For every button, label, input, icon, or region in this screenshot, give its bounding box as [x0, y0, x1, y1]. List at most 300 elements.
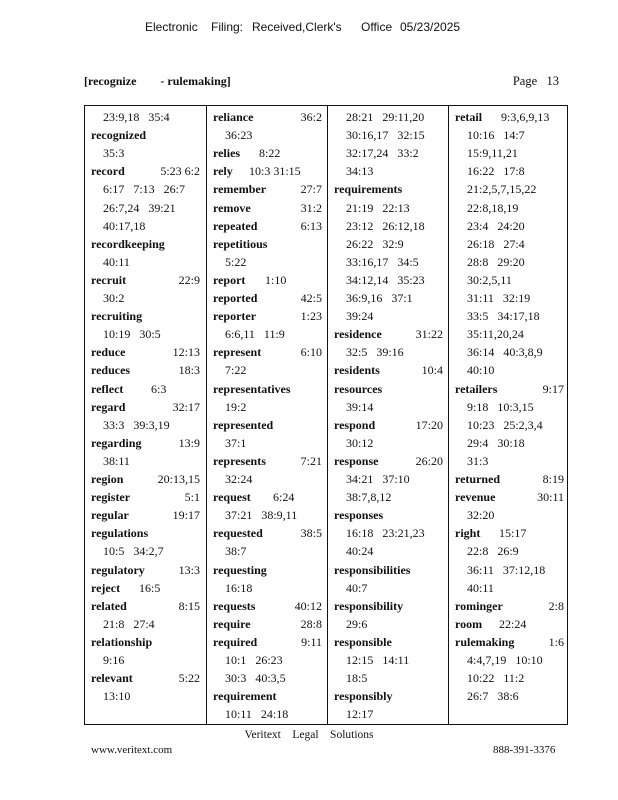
page-references: 20:13,15 — [157, 472, 200, 486]
page-references: 22:8,18,19 — [467, 200, 519, 215]
index-entry — [334, 633, 443, 651]
index-header — [84, 74, 561, 92]
index-entry — [213, 235, 322, 253]
index-entry — [334, 325, 443, 343]
page-references: 30:11 — [537, 490, 564, 505]
page-references: 10:11 24:18 — [225, 707, 289, 722]
index-word: rulemaking — [455, 634, 515, 649]
index-entry-pages — [103, 144, 200, 162]
page-references: 16:18 23:21,23 — [346, 526, 425, 541]
index-word: reported — [213, 291, 258, 305]
index-column-4 — [448, 106, 570, 724]
index-entry — [213, 343, 322, 361]
index-range: [recognize - rulemaking] — [84, 74, 231, 88]
index-entry — [91, 669, 200, 687]
page-references: 6:24 — [273, 490, 295, 505]
index-word: resources — [334, 381, 383, 396]
page-references: 36:9,16 37:1 — [346, 291, 413, 305]
page-references: 26:22 32:9 — [346, 236, 404, 251]
index-word: requesting — [213, 562, 267, 577]
index-entry-pages — [225, 126, 322, 144]
index-entry — [213, 180, 322, 198]
index-word: responsibly — [334, 689, 393, 704]
index-word: residence — [334, 327, 382, 342]
index-entry — [334, 416, 443, 434]
page-references: 33:5 34:17,18 — [467, 309, 540, 324]
index-entry-pages — [467, 325, 564, 343]
index-entry-pages — [346, 579, 443, 597]
page-references: 9:18 10:3,15 — [467, 399, 534, 414]
index-entry-pages — [346, 126, 443, 144]
index-entry-pages — [346, 199, 443, 217]
page-references: 16:5 — [139, 580, 161, 595]
index-entry — [91, 398, 200, 416]
page-references: 1:10 — [265, 272, 287, 287]
index-entry — [91, 271, 200, 289]
index-entry-pages — [225, 651, 322, 669]
index-word: room — [455, 616, 483, 631]
page-references: 38:5 — [300, 526, 322, 541]
index-entry-pages — [467, 144, 564, 162]
index-entry — [213, 289, 322, 307]
index-entry — [91, 361, 200, 379]
page-references: 5:22 — [178, 671, 200, 686]
index-entry-pages — [103, 416, 200, 434]
index-entry-pages — [346, 434, 443, 452]
index-entry-pages — [346, 217, 443, 235]
page-references: 40:11 — [467, 580, 494, 595]
index-entry — [91, 561, 200, 579]
page-references: 40:10 — [467, 363, 495, 378]
index-entry — [334, 687, 443, 705]
index-word: reduces — [91, 363, 131, 378]
page-references: 9:16 — [103, 653, 125, 667]
index-word: reject — [91, 580, 121, 595]
index-entry — [213, 488, 322, 506]
index-word: responsible — [334, 634, 392, 649]
index-word: represent — [213, 345, 262, 360]
index-entry — [334, 380, 443, 398]
index-word: region — [91, 472, 124, 486]
index-entry-pages — [103, 289, 200, 307]
index-entry-pages — [346, 271, 443, 289]
index-entry — [334, 361, 443, 379]
page-references: 32:24 — [225, 472, 253, 486]
index-entry-pages — [467, 452, 564, 470]
page-references: 39:14 — [346, 399, 374, 414]
index-entry-pages — [346, 524, 443, 542]
index-entry — [455, 380, 564, 398]
page-references: 21:2,5,7,15,22 — [467, 182, 537, 197]
index-word: rominger — [455, 598, 503, 613]
index-entry-pages — [467, 651, 564, 669]
page-references: 42:5 — [300, 291, 322, 305]
page-references: 38:11 — [103, 453, 130, 468]
index-entry — [455, 597, 564, 615]
page-references: 40:7 — [346, 580, 368, 595]
page-number: Page 13 — [512, 74, 559, 88]
page-references: 37:1 — [225, 435, 247, 450]
footer-company: Veritext Legal Solutions — [244, 729, 374, 741]
index-entry-pages — [346, 307, 443, 325]
index-word: request — [213, 490, 251, 505]
page-references: 22:24 — [499, 616, 527, 631]
page-references: 40:17,18 — [103, 218, 146, 233]
index-entry — [91, 235, 200, 253]
index-word: responses — [334, 508, 384, 523]
index-entry-pages — [467, 126, 564, 144]
index-entry-pages — [467, 361, 564, 379]
index-entry-pages — [467, 271, 564, 289]
page-references: 30:2,5,11 — [467, 272, 512, 287]
index-word: recognized — [91, 128, 147, 143]
page-references: 32:17,24 33:2 — [346, 146, 419, 161]
index-word: reliance — [213, 110, 254, 124]
index-word: remove — [213, 200, 251, 215]
index-entry-pages — [467, 307, 564, 325]
page-references: 6:6,11 11:9 — [225, 327, 285, 342]
index-entry-pages — [346, 470, 443, 488]
page-references: 6:17 7:13 26:7 — [103, 182, 186, 197]
filing-word-electronic: Electronic — [145, 20, 198, 34]
index-word: regulatory — [91, 562, 145, 577]
index-entry — [213, 380, 322, 398]
index-entry-pages — [467, 561, 564, 579]
index-entry — [213, 144, 322, 162]
index-entry — [213, 452, 322, 470]
index-word: returned — [455, 472, 501, 486]
page-references: 36:2 — [300, 110, 322, 124]
index-entry-pages — [225, 398, 322, 416]
page-references: 33:3 39:3,19 — [103, 417, 170, 432]
index-entry-pages — [103, 253, 200, 271]
index-entry — [334, 180, 443, 198]
index-entry — [213, 217, 322, 235]
page-references: 31:11 32:19 — [467, 291, 531, 305]
page-references: 26:7 38:6 — [467, 689, 519, 704]
index-entry — [91, 579, 200, 597]
page-references: 12:13 — [172, 345, 200, 360]
index-entry — [213, 199, 322, 217]
index-entry-pages — [103, 217, 200, 235]
page-references: 7:22 — [225, 363, 247, 378]
index-entry — [91, 380, 200, 398]
index-entry — [91, 470, 200, 488]
index-entry — [455, 524, 564, 542]
index-entry — [334, 561, 443, 579]
index-word: relationship — [91, 634, 153, 649]
page-references: 30:2 — [103, 291, 125, 305]
index-entry-pages — [225, 506, 322, 524]
footer-phone: 888-391-3376 — [493, 744, 556, 756]
index-entry — [213, 416, 322, 434]
index-entry-pages — [346, 253, 443, 271]
index-entry-pages — [346, 144, 443, 162]
page-references: 40:12 — [294, 598, 322, 613]
index-column-1 — [85, 106, 206, 724]
index-entry-pages — [467, 180, 564, 198]
page-references: 31:2 — [300, 200, 322, 215]
index-entry-pages — [467, 199, 564, 217]
index-word: regular — [91, 508, 129, 523]
index-entry-pages — [346, 289, 443, 307]
page-references: 40:24 — [346, 544, 374, 559]
page-references: 29:4 30:18 — [467, 435, 525, 450]
index-word: related — [91, 598, 127, 613]
index-word: requirements — [334, 182, 403, 197]
page-references: 32:5 39:16 — [346, 345, 404, 360]
page-references: 40:11 — [103, 254, 130, 269]
index-entry-pages — [103, 687, 200, 705]
filing-word-received: Received,Clerk's — [252, 20, 342, 34]
index-entry — [455, 488, 564, 506]
index-entry-pages — [346, 615, 443, 633]
page-references: 8:19 — [542, 472, 564, 486]
page-references: 35:3 — [103, 146, 125, 161]
index-word: retail — [455, 110, 483, 124]
page-references: 8:22 — [259, 146, 281, 161]
index-word: recruiting — [91, 309, 143, 324]
page-references: 18:3 — [178, 363, 200, 378]
page-references: 35:11,20,24 — [467, 327, 524, 342]
page-references: 38:7,8,12 — [346, 490, 392, 505]
index-entry-pages — [467, 253, 564, 271]
index-entry-pages — [467, 217, 564, 235]
index-entry-pages — [225, 325, 322, 343]
page-references: 21:8 27:4 — [103, 616, 155, 631]
index-word: require — [213, 616, 251, 631]
index-word: relies — [213, 146, 241, 161]
index-entry-pages — [225, 361, 322, 379]
page-references: 10:1 26:23 — [225, 653, 283, 667]
filing-word-filing: Filing: — [211, 20, 244, 34]
page-references: 36:14 40:3,8,9 — [467, 345, 543, 360]
index-word: requested — [213, 526, 263, 541]
index-entry-pages — [467, 343, 564, 361]
page-references: 16:22 17:8 — [467, 164, 525, 179]
index-word: repetitious — [213, 236, 268, 251]
page-references: 31:22 — [415, 327, 443, 342]
page-references: 36:11 37:12,18 — [467, 562, 546, 577]
index-entry-pages — [225, 705, 322, 723]
page-references: 13:10 — [103, 689, 131, 704]
index-word: regulations — [91, 526, 149, 541]
page-references: 1:23 — [300, 309, 322, 324]
page-references: 9:3,6,9,13 — [501, 110, 550, 124]
index-entry — [91, 434, 200, 452]
page-references: 26:20 — [415, 453, 443, 468]
index-entry — [455, 615, 564, 633]
page-references: 21:19 22:13 — [346, 200, 410, 215]
page-references: 5:22 — [225, 254, 247, 269]
index-entry — [213, 524, 322, 542]
index-entry-pages — [103, 651, 200, 669]
index-entry — [455, 633, 564, 651]
index-entry-pages — [103, 108, 200, 126]
index-entry — [334, 597, 443, 615]
index-column-2 — [206, 106, 328, 724]
page-references: 28:8 — [300, 616, 322, 631]
page-references: 22:9 — [178, 272, 200, 287]
index-entry-pages — [467, 542, 564, 560]
page-references: 34:13 — [346, 164, 374, 179]
index-word: respond — [334, 417, 376, 432]
index-entry — [91, 524, 200, 542]
index-entry-pages — [225, 253, 322, 271]
index-word: representatives — [213, 381, 291, 396]
index-word: reduce — [91, 345, 126, 360]
index-word: reflect — [91, 381, 124, 396]
page-references: 5:1 — [184, 490, 200, 505]
index-word: responsibilities — [334, 562, 411, 577]
index-entry-pages — [346, 651, 443, 669]
page-references: 30:12 — [346, 435, 374, 450]
index-word: relevant — [91, 671, 133, 686]
page-references: 9:11 — [301, 634, 322, 649]
index-word: represented — [213, 417, 274, 432]
page-references: 22:8 26:9 — [467, 544, 519, 559]
page-references: 30:16,17 32:15 — [346, 128, 425, 143]
index-word: recordkeeping — [91, 236, 165, 251]
page-references: 23:4 24:20 — [467, 218, 525, 233]
page-references: 38:7 — [225, 544, 247, 559]
index-entry — [213, 108, 322, 126]
index-entry — [455, 470, 564, 488]
index-word: represents — [213, 453, 266, 468]
index-entry — [213, 271, 322, 289]
index-entry-pages — [467, 162, 564, 180]
page-references: 32:20 — [467, 508, 495, 523]
page-references: 9:17 — [542, 381, 564, 396]
index-entry — [455, 108, 564, 126]
page-references: 15:17 — [499, 526, 527, 541]
page-references: 33:16,17 34:5 — [346, 254, 419, 269]
index-entry-pages — [225, 579, 322, 597]
page-references: 27:7 — [300, 182, 322, 197]
index-entry-pages — [103, 325, 200, 343]
page-references: 10:16 14:7 — [467, 128, 525, 143]
page-references: 5:23 6:2 — [160, 164, 200, 179]
page-references: 18:5 — [346, 671, 368, 686]
page-references: 32:17 — [172, 399, 200, 414]
index-entry-pages — [346, 398, 443, 416]
page-references: 6:10 — [300, 345, 322, 360]
index-entry — [213, 687, 322, 705]
page-references: 10:3 31:15 — [249, 164, 301, 179]
index-word: responsibility — [334, 598, 404, 613]
index-entry-pages — [103, 199, 200, 217]
index-entry-pages — [225, 434, 322, 452]
index-entry — [91, 126, 200, 144]
page-references: 29:6 — [346, 616, 368, 631]
page-references: 19:17 — [172, 508, 200, 523]
index-word: retailers — [455, 381, 498, 396]
page-references: 10:22 11:2 — [467, 671, 525, 686]
index-word: remember — [213, 182, 267, 197]
index-entry-pages — [346, 343, 443, 361]
index-entry-pages — [467, 398, 564, 416]
index-word: required — [213, 634, 258, 649]
page-references: 6:13 — [300, 218, 322, 233]
index-entry-pages — [467, 669, 564, 687]
page-references: 13:3 — [178, 562, 200, 577]
index-entry-pages — [225, 542, 322, 560]
index-word: report — [213, 272, 246, 287]
index-entry — [213, 561, 322, 579]
index-word: residents — [334, 363, 380, 378]
index-entry-pages — [103, 452, 200, 470]
page-references: 4:4,7,19 10:10 — [467, 653, 543, 667]
index-entry-pages — [467, 235, 564, 253]
page-references: 10:4 — [421, 363, 443, 378]
page-references: 30:3 40:3,5 — [225, 671, 286, 686]
page-references: 6:3 — [151, 381, 167, 396]
page-references: 12:15 14:11 — [346, 653, 410, 667]
page-references: 37:21 38:9,11 — [225, 508, 298, 523]
index-word: regard — [91, 399, 126, 414]
index-entry-pages — [467, 506, 564, 524]
index-word: requests — [213, 598, 256, 613]
filing-word-office: Office — [361, 20, 393, 34]
index-entry — [334, 506, 443, 524]
index-word: response — [334, 453, 379, 468]
index-word: repeated — [213, 218, 258, 233]
index-entry-pages — [346, 162, 443, 180]
index-entry-pages — [346, 488, 443, 506]
index-word: record — [91, 164, 125, 179]
index-entry-pages — [103, 615, 200, 633]
filing-date: 05/23/2025 — [400, 20, 461, 34]
index-entry-pages — [346, 705, 443, 723]
index-entry — [213, 162, 322, 180]
index-entry-pages — [467, 434, 564, 452]
index-entry — [213, 307, 322, 325]
index-entry-pages — [225, 470, 322, 488]
page-references: 28:8 29:20 — [467, 254, 525, 269]
page-references: 39:24 — [346, 309, 374, 324]
page-references: 34:12,14 35:23 — [346, 272, 425, 287]
page-references: 1:6 — [548, 634, 564, 649]
word-index-table — [84, 105, 568, 725]
index-entry — [91, 162, 200, 180]
page-references: 26:18 27:4 — [467, 236, 525, 251]
page-references: 17:20 — [415, 417, 443, 432]
index-word: recruit — [91, 272, 127, 287]
page-references: 28:21 29:11,20 — [346, 110, 425, 124]
index-column-3 — [327, 106, 449, 724]
index-word: register — [91, 490, 131, 505]
page-references: 23:9,18 35:4 — [103, 110, 170, 124]
page-references: 10:19 30:5 — [103, 327, 161, 342]
index-entry-pages — [103, 180, 200, 198]
index-entry — [91, 343, 200, 361]
index-entry-pages — [225, 669, 322, 687]
index-entry — [334, 452, 443, 470]
index-entry-pages — [346, 669, 443, 687]
index-entry — [91, 488, 200, 506]
index-entry — [91, 633, 200, 651]
index-entry-pages — [467, 579, 564, 597]
page-references: 31:3 — [467, 453, 489, 468]
page-references: 16:18 — [225, 580, 253, 595]
page-references: 19:2 — [225, 399, 247, 414]
index-entry-pages — [346, 235, 443, 253]
page-references: 34:21 37:10 — [346, 472, 410, 486]
page-references: 13:9 — [178, 435, 200, 450]
page-references: 2:8 — [548, 598, 564, 613]
index-entry-pages — [346, 108, 443, 126]
index-entry — [213, 633, 322, 651]
